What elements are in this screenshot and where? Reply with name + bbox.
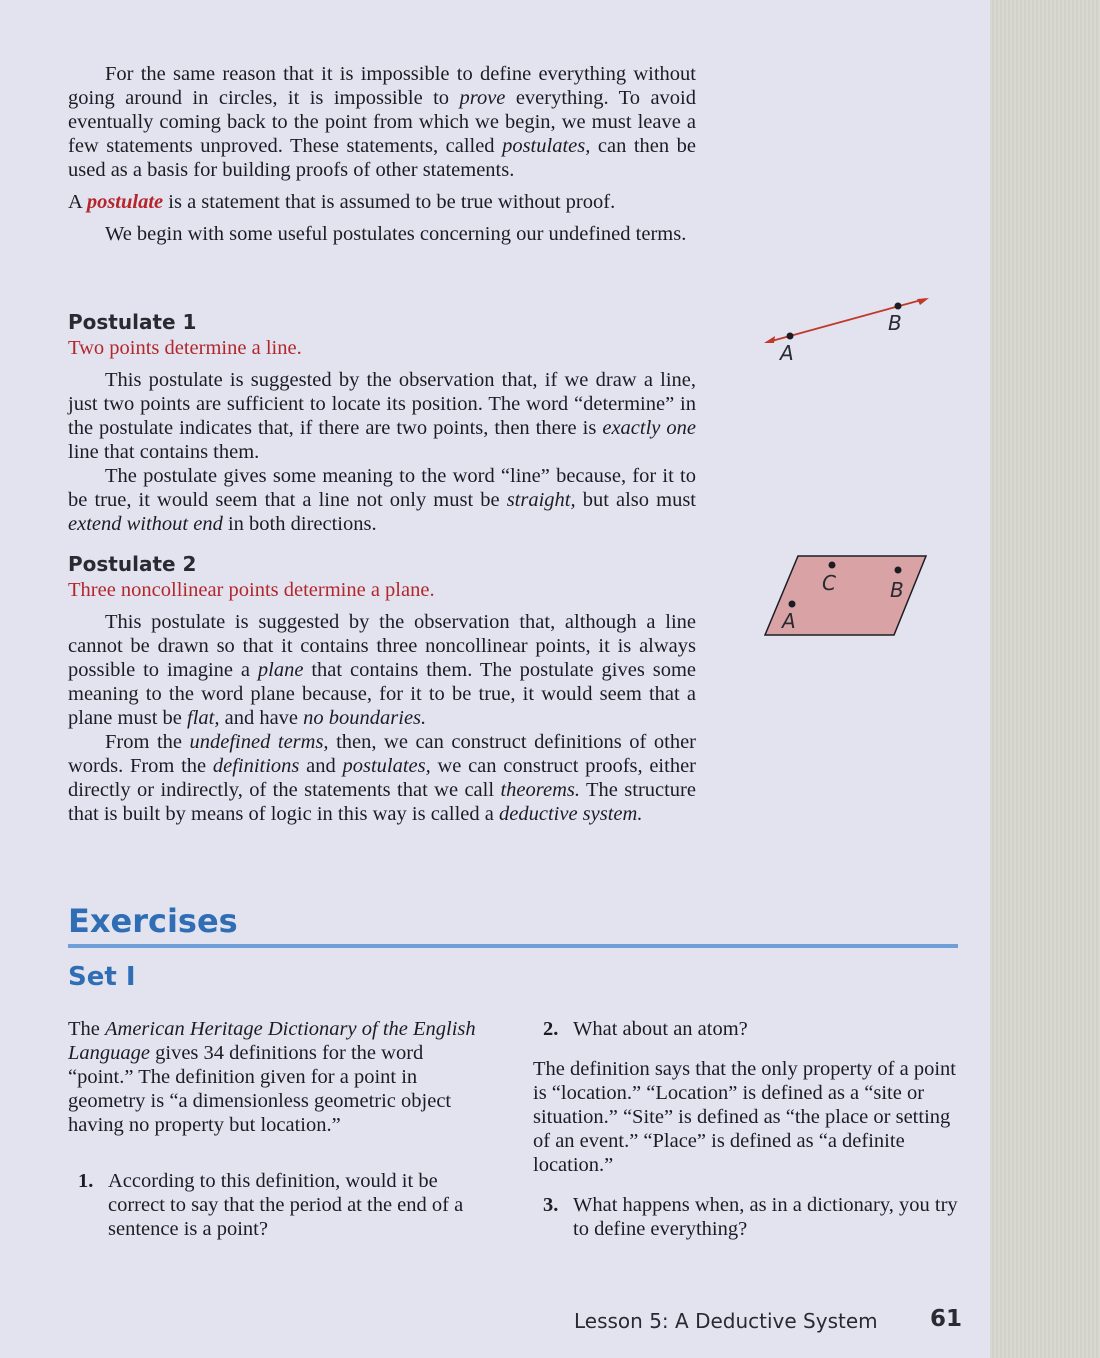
postulate-2-paragraph: This postulate is suggested by the observation that, although a line cannot be drawn so that it contains three noncollinear points, it is always possible to imagine a plane that contains them. The postulate gives some meaning to the word plane because, for it to be true, it would seem that a plane must be flat, and have no boundaries. xyxy=(68,611,696,729)
point-a-dot xyxy=(787,333,794,340)
postulate-2-heading: Postulate 2 xyxy=(68,552,197,576)
exercise-3-text: What happens when, as in a dictionary, you try to define everything? xyxy=(573,1194,958,1240)
exercises-divider xyxy=(68,944,958,948)
point-b-dot xyxy=(895,567,902,574)
postulate-2-statement: Three noncollinear points determine a plane. xyxy=(68,579,435,601)
plane-figure xyxy=(760,552,935,642)
point-a-dot xyxy=(789,601,796,608)
point-c-label: C xyxy=(822,571,836,595)
set-heading: Set I xyxy=(68,962,136,992)
line-figure xyxy=(760,290,940,370)
exercise-3 xyxy=(533,1193,958,1241)
definition-paragraph: The definition says that the only property of a point is “location.” “Location” is defined as a “site or situation.” “Site” is defined as “the place or setting of an event.” “Place” is defined as “a definite location.” xyxy=(533,1058,957,1176)
deductive-system-paragraph: From the undefined terms, then, we can construct definitions of other words. From the definitions and postulates, we can construct proofs, either directly or indirectly, of the statements that we call theorems. The structure that is built by means of logic in this way is called a deductive system. xyxy=(68,731,697,825)
point-a-label: A xyxy=(780,341,794,365)
postulate-1-statement: Two points determine a line. xyxy=(68,337,302,359)
exercise-1-number: 1. xyxy=(78,1170,94,1192)
point-b-label: B xyxy=(890,578,904,602)
intro-section xyxy=(68,62,696,246)
point-b-dot xyxy=(895,303,902,310)
postulate-term: postulate xyxy=(86,191,164,213)
point-a-label: A xyxy=(782,609,796,633)
intro-paragraph: For the same reason that it is impossible to define everything without going around in circles, it is impossible to prove everything. To avoid eventually coming back to the point from which we begin, we must leave a few statements unproved. These statements, called postulates, can then be used as a basis for building proofs of other statements. xyxy=(68,63,697,181)
postulate-definition: A postulate is a statement that is assumed to be true without proof. xyxy=(68,191,616,213)
right-arrowhead-icon xyxy=(917,298,929,305)
exercise-1 xyxy=(68,1169,478,1241)
exercise-2-text: What about an atom? xyxy=(573,1018,748,1040)
exercise-1-text: According to this definition, would it be correct to say that the period at the end of a sentence is a point? xyxy=(108,1170,464,1240)
exercise-2 xyxy=(533,1017,958,1041)
postulate-1-paragraph: This postulate is suggested by the observation that, if we draw a line, just two points are sufficient to locate its position. The word “determine” in the postulate indicates that, if there are two points, then there is exactly one line that contains them. xyxy=(68,369,697,463)
exercises-heading: Exercises xyxy=(68,902,238,940)
postulate-1-paragraph-2: The postulate gives some meaning to the word “line” because, for it to be true, it would seem that a line not only must be straight, but also must extend without end in both directions. xyxy=(68,465,696,535)
intro-paragraph-2: We begin with some useful postulates concerning our undefined terms. xyxy=(105,223,687,245)
book-page-edge xyxy=(990,0,1100,1358)
left-arrowhead-icon xyxy=(764,336,775,343)
point-c-dot xyxy=(829,562,836,569)
postulate-1-heading: Postulate 1 xyxy=(68,310,197,334)
page-number: 61 xyxy=(930,1306,963,1332)
point-b-label: B xyxy=(888,311,902,335)
exercise-3-number: 3. xyxy=(543,1194,559,1216)
exercises-right-column xyxy=(533,1017,958,1241)
postulate-2-section xyxy=(68,552,696,826)
lesson-footer: Lesson 5: A Deductive System xyxy=(574,1309,878,1333)
postulate-1-section xyxy=(68,310,696,536)
exercises-left-column xyxy=(68,1017,478,1241)
exercise-2-number: 2. xyxy=(543,1018,559,1040)
exercise-intro: The American Heritage Dictionary of the English Language gives 34 definitions for the word “point.” The definition given for a point in geometry is “a dimensionless geometric object having no property but location.” xyxy=(68,1018,476,1136)
